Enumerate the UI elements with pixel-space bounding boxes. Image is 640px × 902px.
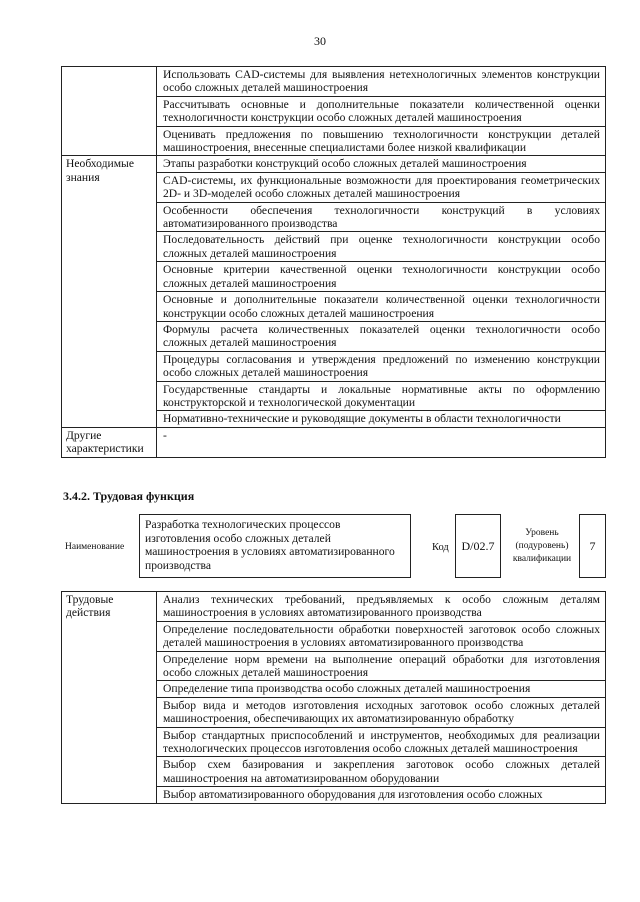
skills-label-cell bbox=[62, 67, 157, 156]
code-label: Код bbox=[432, 542, 449, 553]
name-label: Наименование bbox=[65, 542, 125, 552]
knowledge-cell: Формулы расчета количественных показателей оценки технологичности особо сложных деталей машиностроения bbox=[157, 321, 606, 351]
table-row bbox=[62, 427, 606, 457]
action-cell: Определение типа производства особо сложных деталей машиностроения bbox=[157, 681, 606, 697]
action-cell: Определение норм времени на выполнение операций обработки для изготовления особо сложных деталей машиностроения bbox=[157, 651, 606, 681]
action-cell: Выбор автоматизированного оборудования для изготовления особо сложных bbox=[157, 787, 606, 803]
function-header bbox=[61, 514, 606, 580]
other-value: - bbox=[157, 427, 606, 457]
level-value: 7 bbox=[579, 514, 606, 578]
function-code: D/02.7 bbox=[455, 514, 501, 578]
knowledge-cell: Основные и дополнительные показатели количественной оценки технологичности конструкции особо сложных деталей машиностроения bbox=[157, 292, 606, 322]
knowledge-cell: Нормативно-технические и руководящие документы в области технологичности bbox=[157, 411, 606, 427]
action-cell: Выбор схем базирования и закрепления заготовок особо сложных деталей машиностроения на автоматизированном оборудовании bbox=[157, 757, 606, 787]
knowledge-cell: Особенности обеспечения технологичности конструкций в условиях автоматизированного производства bbox=[157, 202, 606, 232]
section-title: 3.4.2. Трудовая функция bbox=[63, 489, 195, 503]
knowledge-cell: Последовательность действий при оценке технологичности конструкции особо сложных деталей машиностроения bbox=[157, 232, 606, 262]
knowledge-label: Необходимые знания bbox=[62, 156, 157, 427]
labor-actions-table bbox=[61, 591, 606, 804]
skill-cell: Рассчитывать основные и дополнительные показатели количественной оценки технологичности конструкции особо сложных деталей машиностроения bbox=[157, 96, 606, 126]
skill-cell: Оценивать предложения по повышению технологичности конструкции деталей машиностроения, внесенные специалистами более низкой квалификации bbox=[157, 126, 606, 156]
knowledge-cell: Этапы разработки конструкций особо сложных деталей машиностроения bbox=[157, 156, 606, 172]
skills-knowledge-table bbox=[61, 66, 606, 458]
page-number: 30 bbox=[314, 34, 326, 48]
action-cell: Анализ технических требований, предъявляемых к особо сложным деталям машиностроения в условиях автоматизированного производства bbox=[157, 592, 606, 622]
knowledge-cell: Процедуры согласования и утверждения предложений по изменению конструкции особо сложных деталей машиностроения bbox=[157, 351, 606, 381]
knowledge-cell: CAD-системы, их функциональные возможности для проектирования геометрических 2D- и 3D-моделей особо сложных деталей машиностроения bbox=[157, 172, 606, 202]
skill-cell: Использовать CAD-системы для выявления нетехнологичных элементов конструкции особо сложных деталей машиностроения bbox=[157, 67, 606, 97]
knowledge-cell: Государственные стандарты и локальные нормативные акты по оформлению конструкторской и технологической документации bbox=[157, 381, 606, 411]
table-row bbox=[62, 156, 606, 172]
actions-label: Трудовые действия bbox=[62, 592, 157, 804]
function-name: Разработка технологических процессов изготовления особо сложных деталей машиностроения в условиях автоматизированного производства bbox=[139, 514, 411, 578]
knowledge-cell: Основные критерии качественной оценки технологичности конструкции особо сложных деталей машиностроения bbox=[157, 262, 606, 292]
action-cell: Выбор стандартных приспособлений и инструментов, необходимых для реализации технологических процессов изготовления особо сложных деталей машиностроения bbox=[157, 727, 606, 757]
table-row bbox=[62, 67, 606, 97]
table-row bbox=[62, 592, 606, 622]
action-cell: Выбор вида и методов изготовления исходных заготовок особо сложных деталей машиностроения, обеспечивающих их автоматизированную обработку bbox=[157, 697, 606, 727]
level-label: Уровень (подуровень) квалификации bbox=[512, 528, 572, 564]
other-label: Другие характеристики bbox=[62, 427, 157, 457]
action-cell: Определение последовательности обработки поверхностей заготовок особо сложных деталей машиностроения в условиях автоматизированного производства bbox=[157, 621, 606, 651]
